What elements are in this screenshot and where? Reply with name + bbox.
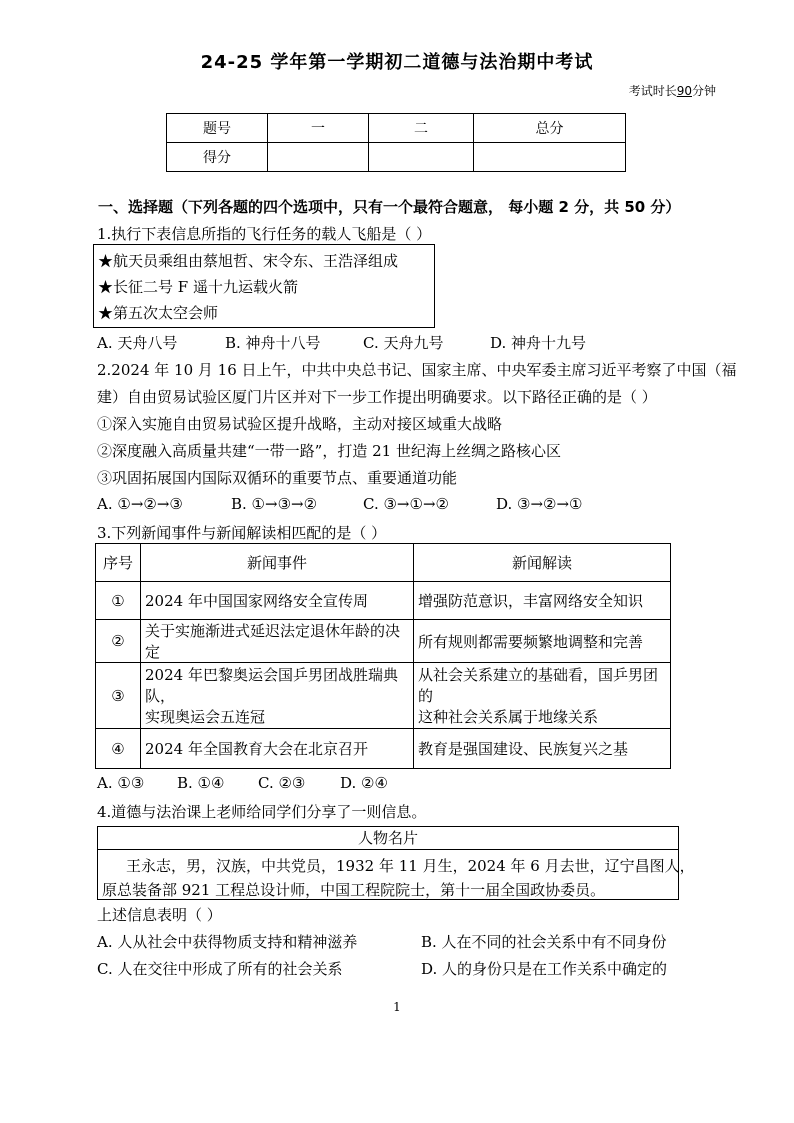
q4-option-b: B. 人在不同的社会关系中有不同身份: [421, 933, 667, 951]
q2-stem: 2.2024 年 10 月 16 日上午，中共中央总书记、国家主席、中央军委主席习近平考察了中国（福: [97, 361, 737, 379]
person-card-title: 人物名片: [98, 827, 678, 850]
exam-duration: [629, 82, 716, 99]
news-reading: [414, 582, 671, 620]
news-reading-text: 所有规则都需要频繁地调整和完善: [418, 632, 644, 651]
score-cell: [369, 143, 474, 172]
news-reading: [414, 620, 671, 663]
news-event: [141, 582, 414, 620]
news-event: [141, 620, 414, 663]
news-event: [141, 663, 414, 729]
score-header-cell: 总分: [474, 114, 626, 143]
score-table-row: [167, 143, 626, 172]
news-no: ②: [96, 620, 141, 663]
news-event-text: 2024 年巴黎奥运会国乒男团战胜瑞典队，: [145, 666, 398, 705]
q1-option-b: B. 神舟十八号: [225, 334, 321, 352]
duration-suffix: 分钟: [691, 84, 716, 98]
q2-option-b: B. ①→③→②: [231, 495, 318, 513]
news-no: ③: [96, 663, 141, 729]
news-event: [141, 729, 414, 769]
news-reading-text: 教育是强国建设、民族复兴之基: [418, 740, 629, 758]
q3-stem: 3.下列新闻事件与新闻解读相匹配的是（ ）: [97, 524, 387, 542]
table-row: [96, 582, 671, 620]
score-table-row: [167, 114, 626, 143]
news-event-text: 2024 年中国国家网络安全宣传周: [145, 592, 368, 610]
score-cell: [268, 143, 369, 172]
table-row: [96, 620, 671, 663]
q3-option-d: D. ②④: [340, 774, 388, 792]
news-reading-text: 增强防范意识，丰富网络安全知识: [418, 592, 644, 610]
score-header-cell: 二: [369, 114, 474, 143]
q1-box-line: ★第五次太空会师: [98, 304, 219, 322]
q1-option-c: C. 天舟九号: [363, 334, 444, 352]
q2-option-c: C. ③→①→②: [363, 495, 449, 513]
q2-option-a: A. ①→②→③: [97, 495, 183, 513]
table-row: [96, 729, 671, 769]
q2-stem-cont: 建）自由贸易试验区厦门片区并对下一步工作提出明确要求。以下路径正确的是（ ）: [97, 388, 657, 406]
page-number: 1: [393, 1000, 401, 1014]
q2-option-d: D. ③→②→①: [496, 495, 583, 513]
score-header-cell: 一: [268, 114, 369, 143]
news-header-cell: 新闻事件: [141, 544, 414, 582]
q1-option-a: A. 天舟八号: [97, 334, 178, 352]
news-table: [95, 543, 671, 769]
section-heading: 一、选择题（下列各题的四个选项中，只有一个最符合题意， 每小题 2 分，共 50 分）: [98, 198, 681, 216]
q2-item: ①深入实施自由贸易试验区提升战略，主动对接区域重大战略: [97, 415, 503, 433]
q2-item: ②深度融入高质量共建“一带一路”，打造 21 世纪海上丝绸之路核心区: [97, 442, 561, 460]
q1-box-line: ★航天员乘组由蔡旭哲、宋令东、王浩泽组成: [98, 252, 399, 270]
news-table-header: [96, 544, 671, 582]
person-card-line: 原总装备部 921 工程总设计师，中国工程院院士，第十一届全国政协委员。: [102, 881, 606, 899]
score-cell: 得分: [167, 143, 268, 172]
q1-option-d: D. 神舟十九号: [490, 334, 587, 352]
q4-option-d: D. 人的身份只是在工作关系中确定的: [421, 960, 668, 978]
q3-option-a: A. ①③: [97, 774, 145, 792]
news-reading: [414, 663, 671, 729]
q3-option-b: B. ①④: [177, 774, 225, 792]
q4-prompt: 上述信息表明（ ）: [97, 906, 222, 924]
q2-item: ③巩固拓展国内国际双循环的重要节点、重要通道功能: [97, 469, 458, 487]
news-event-text: 实现奥运会五连冠: [145, 708, 266, 726]
news-reading: [414, 729, 671, 769]
person-card: [97, 826, 695, 900]
news-reading-text: 从社会关系建立的基础看，国乒男团的: [418, 666, 659, 705]
page-title: 24-25 学年第一学期初二道德与法治期中考试: [200, 52, 594, 73]
news-no: ①: [96, 582, 141, 620]
news-event-text: 关于实施渐进式延迟法定退休年龄的决定: [145, 622, 401, 661]
q1-box-line: ★长征二号 F 遥十九运载火箭: [98, 278, 298, 296]
q1-stem: 1.执行下表信息所指的飞行任务的载人飞船是（ ）: [97, 225, 432, 243]
table-row: [96, 663, 671, 729]
news-event-text: 2024 年全国教育大会在北京召开: [145, 740, 368, 758]
news-reading-text: 这种社会关系属于地缘关系: [418, 708, 599, 726]
q1-info-box: [93, 244, 435, 328]
news-header-cell: 序号: [96, 544, 141, 582]
q3-option-c: C. ②③: [258, 774, 306, 792]
q4-option-c: C. 人在交往中形成了所有的社会关系: [97, 960, 343, 978]
score-table: [166, 113, 626, 172]
person-card-line: 王永志，男，汉族，中共党员，1932 年 11 月生，2024 年 6 月去世，辽宁昌图人，: [126, 857, 695, 875]
q4-stem: 4.道德与法治课上老师给同学们分享了一则信息。: [97, 803, 427, 821]
news-no: ④: [96, 729, 141, 769]
score-header-cell: 题号: [167, 114, 268, 143]
score-cell: [474, 143, 626, 172]
duration-prefix: 考试时长: [628, 84, 677, 98]
q4-option-a: A. 人从社会中获得物质支持和精神滋养: [97, 933, 358, 951]
duration-value: 90: [676, 84, 692, 98]
news-header-cell: 新闻解读: [414, 544, 671, 582]
